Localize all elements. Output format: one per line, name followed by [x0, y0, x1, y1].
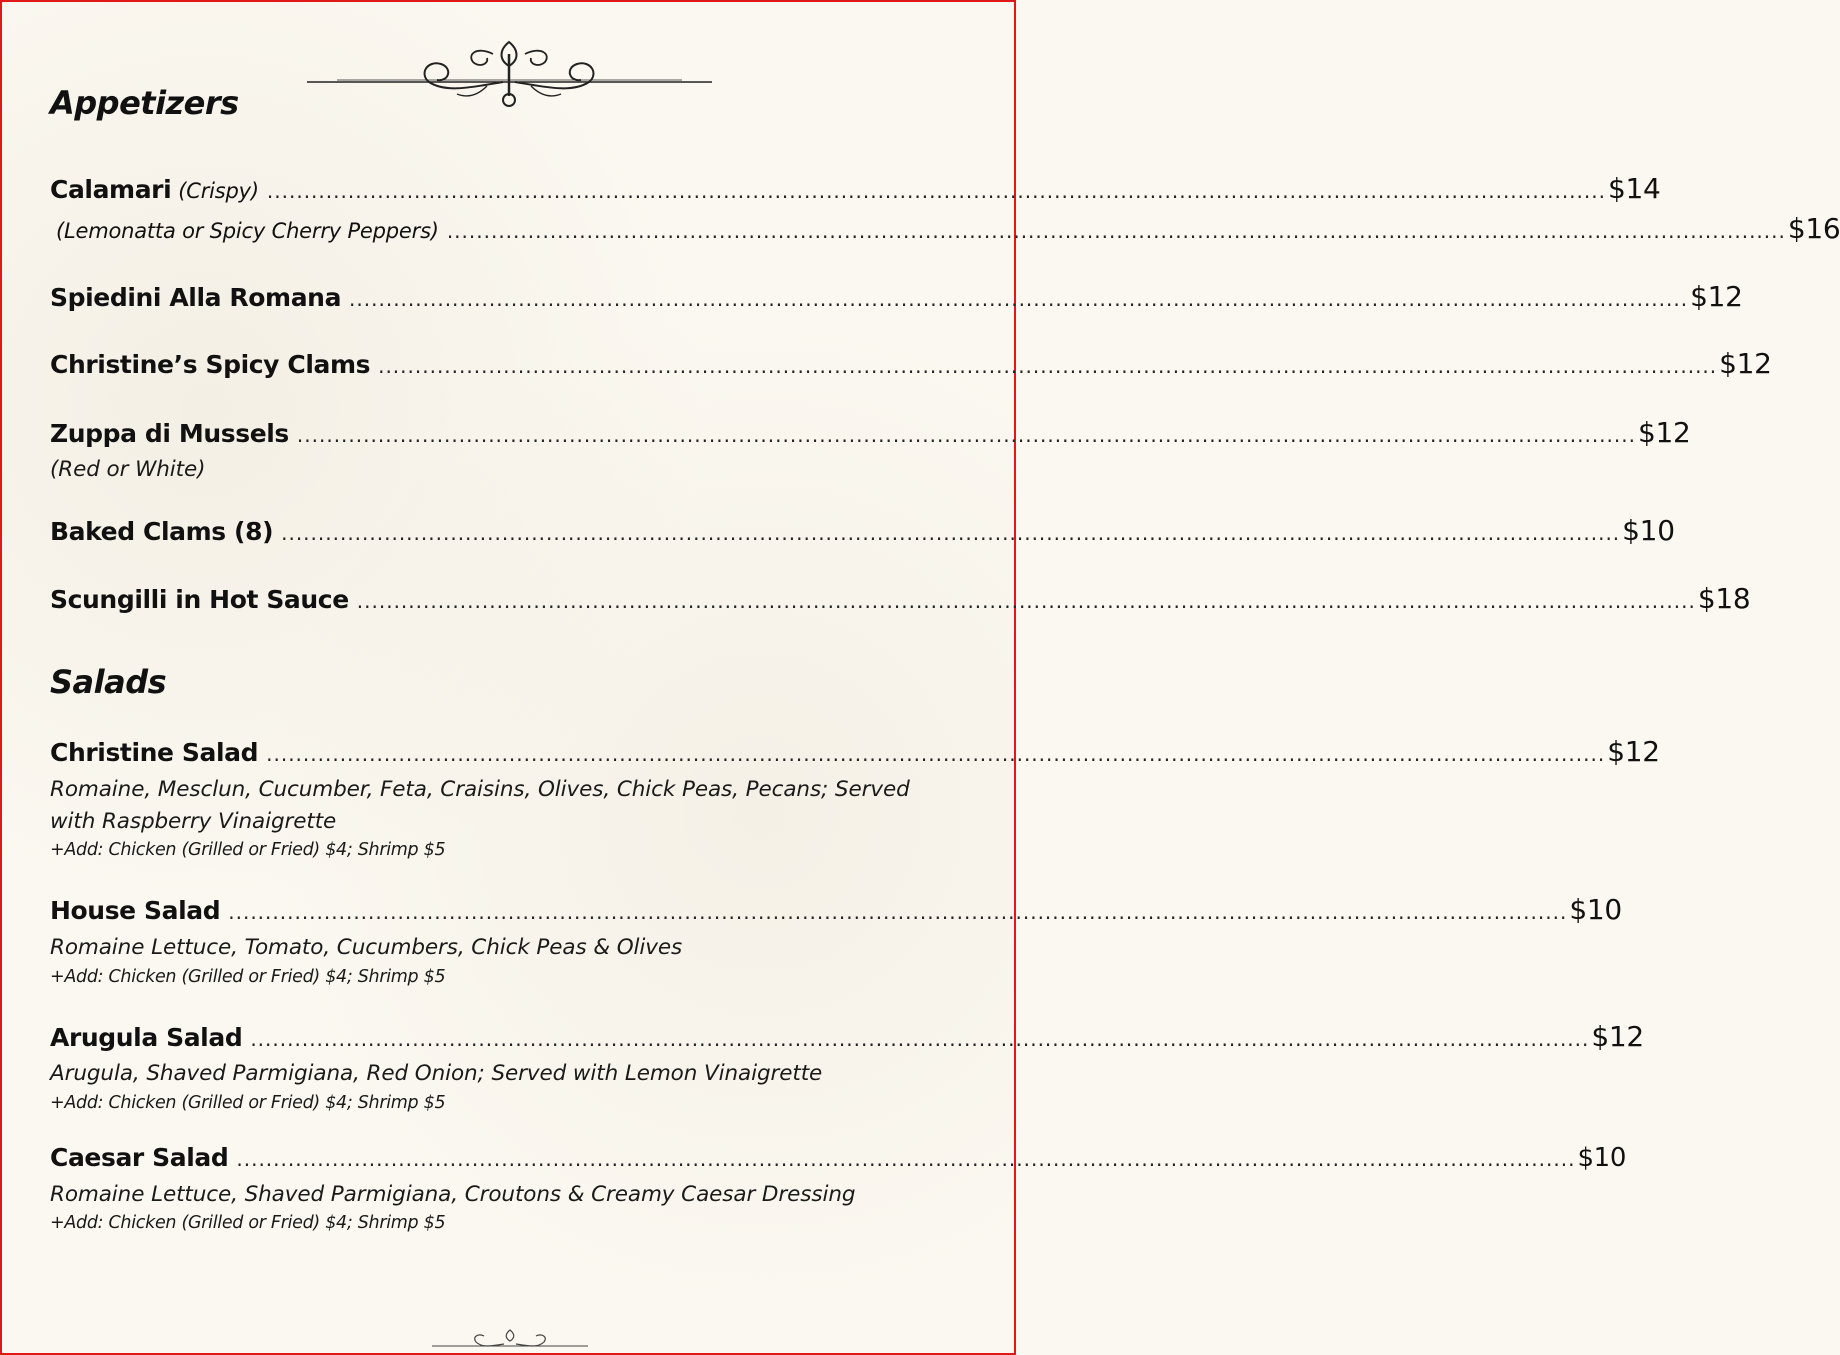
menu-item-arugula-salad — [50, 1020, 1644, 1053]
flourish-ornament-icon — [307, 36, 712, 114]
item-name: Zuppa di Mussels — [50, 419, 289, 448]
menu-item-calamari — [50, 172, 1661, 205]
flourish-ornament-bottom-icon — [432, 1326, 588, 1350]
item-addon: +Add: Chicken (Grilled or Fried) $4; Shrimp $5 — [50, 1213, 446, 1233]
leader-dots: ...................................................................................................................................................................................... — [296, 423, 1636, 447]
item-price: $14 — [1607, 172, 1661, 205]
item-price: $12 — [1690, 280, 1743, 313]
leader-dots: ...................................................................................................................................................................................... — [281, 521, 1621, 545]
item-name: Baked Clams (8) — [50, 517, 274, 546]
item-name: Scungilli in Hot Sauce — [50, 585, 349, 614]
menu-item-calamari-variant — [50, 212, 1840, 245]
item-description: Romaine Lettuce, Shaved Parmigiana, Croutons & Creamy Caesar Dressing — [50, 1182, 856, 1207]
item-price: $12 — [1591, 1020, 1644, 1053]
item-addon: +Add: Chicken (Grilled or Fried) $4; Shrimp $5 — [50, 1093, 446, 1113]
item-description: Romaine, Mesclun, Cucumber, Feta, Craisins, Olives, Chick Peas, Pecans; Served — [50, 777, 910, 802]
item-price: $12 — [1719, 347, 1772, 380]
item-price: $16 — [1787, 212, 1840, 245]
leader-dots: ...................................................................................................................................................................................... — [236, 1147, 1576, 1171]
leader-dots: ...................................................................................................................................................................................... — [228, 900, 1568, 924]
item-price: $10 — [1577, 1143, 1627, 1173]
item-note: (Crispy) — [178, 179, 259, 203]
menu-item-caesar-salad — [50, 1143, 1627, 1173]
item-note-below: (Red or White) — [50, 457, 206, 482]
item-description: Arugula, Shaved Parmigiana, Red Onion; Served with Lemon Vinaigrette — [50, 1061, 823, 1086]
item-name: Calamari — [50, 175, 172, 204]
leader-dots: ...................................................................................................................................................................................... — [266, 179, 1606, 203]
item-price: $10 — [1622, 514, 1675, 547]
item-name: Christine’s Spicy Clams — [50, 350, 371, 379]
item-addon: +Add: Chicken (Grilled or Fried) $4; Shrimp $5 — [50, 840, 446, 860]
item-price: $10 — [1569, 893, 1622, 926]
item-price: $12 — [1637, 416, 1691, 449]
leader-dots: ...................................................................................................................................................................................... — [349, 287, 1689, 311]
menu-item-zuppa-mussels — [50, 416, 1691, 449]
item-price: $12 — [1607, 735, 1660, 768]
item-price: $18 — [1697, 582, 1751, 615]
leader-dots: ...................................................................................................................................................................................... — [266, 742, 1606, 766]
leader-dots: ...................................................................................................................................................................................... — [356, 589, 1696, 613]
menu-item-baked-clams — [50, 514, 1675, 547]
menu-item-scungilli — [50, 582, 1751, 615]
leader-dots: ...................................................................................................................................................................................... — [250, 1027, 1590, 1051]
item-name: Arugula Salad — [50, 1023, 243, 1052]
item-name: Caesar Salad — [50, 1143, 229, 1172]
menu-item-spicy-clams — [50, 347, 1772, 380]
item-name: Christine Salad — [50, 738, 259, 767]
item-name: House Salad — [50, 896, 221, 925]
leader-dots: ...................................................................................................................................................................................... — [446, 219, 1786, 243]
item-description: with Raspberry Vinaigrette — [50, 809, 337, 834]
menu-item-spiedini — [50, 280, 1743, 313]
item-description: Romaine Lettuce, Tomato, Cucumbers, Chick Peas & Olives — [50, 935, 683, 960]
item-name: Spiedini Alla Romana — [50, 283, 342, 312]
menu-item-house-salad — [50, 893, 1622, 926]
menu-item-christine-salad — [50, 735, 1660, 768]
leader-dots: ...................................................................................................................................................................................... — [378, 354, 1718, 378]
item-variant: (Lemonatta or Spicy Cherry Peppers) — [56, 219, 439, 243]
section-title-salads: Salads — [50, 663, 167, 701]
item-addon: +Add: Chicken (Grilled or Fried) $4; Shrimp $5 — [50, 967, 446, 987]
section-title-appetizers: Appetizers — [50, 84, 239, 122]
